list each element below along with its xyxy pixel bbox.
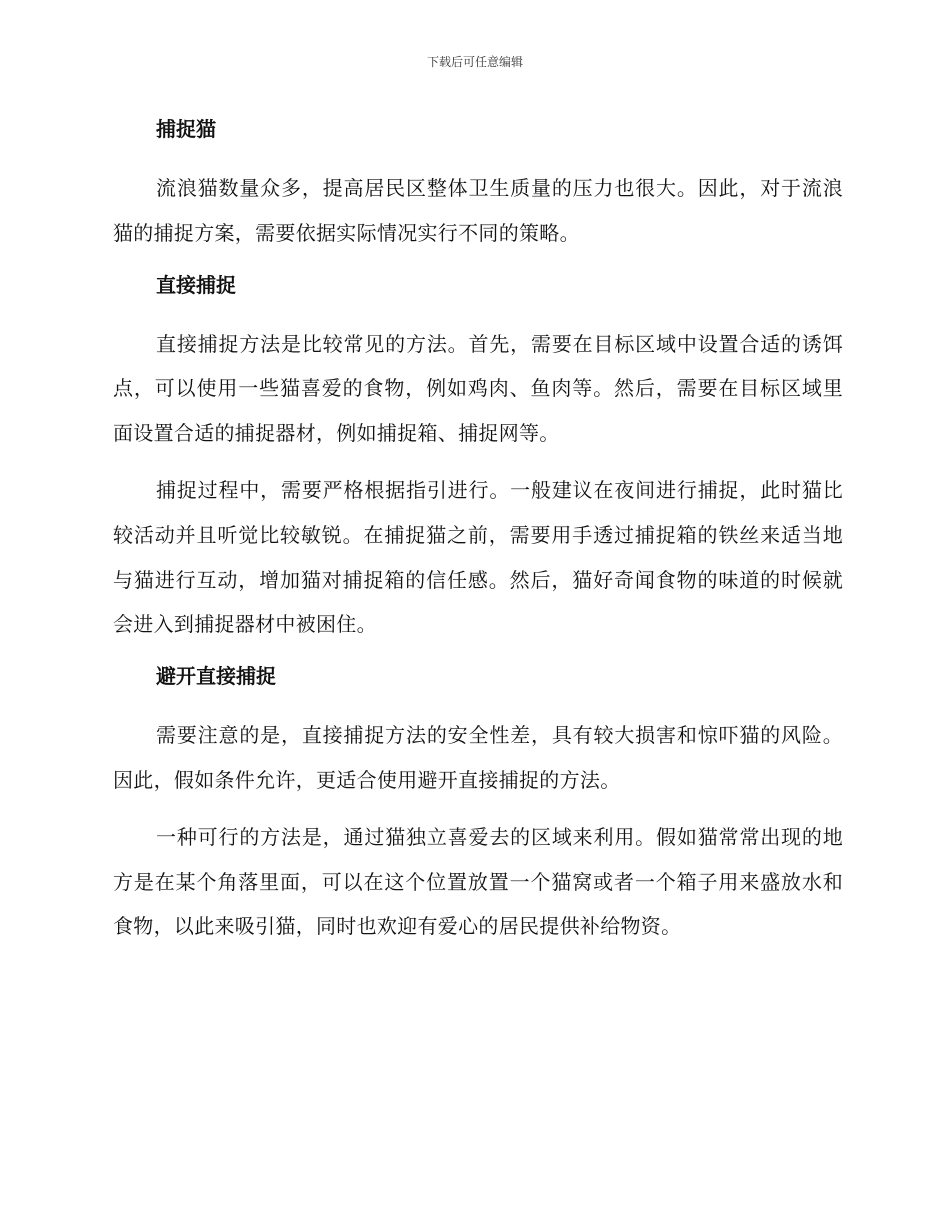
page-header: 下载后可任意编辑 [426, 55, 523, 69]
paragraph-capture-process: 捕捉过程中，需要严格根据指引进行。一般建议在夜间进行捕捉，此时猫比较活动并且听觉比较敏锐。在捕捉猫之前，需要用手透过捕捉箱的铁丝来适当地与猫进行互动，增加猫对捕捉箱的信任感。然后，猫好奇闻食物的味道的时候就会进入到捕捉器材中被困住。 [113, 477, 843, 637]
paragraph-intro: 流浪猫数量众多，提高居民区整体卫生质量的压力也很大。因此，对于流浪猫的捕捉方案，需要依据实际情况实行不同的策略。 [113, 176, 843, 245]
paragraph-safety-note: 需要注意的是，直接捕捉方法的安全性差，具有较大损害和惊吓猫的风险。因此，假如条件允许，更适合使用避开直接捕捉的方法。 [113, 723, 843, 792]
section-heading-capture-cats: 捕捉猫 [156, 117, 216, 141]
section-heading-avoid-direct-capture: 避开直接捕捉 [156, 664, 276, 689]
section-heading-direct-capture: 直接捕捉 [156, 272, 236, 297]
paragraph-alternative-method: 一种可行的方法是，通过猫独立喜爱去的区域来利用。假如猫常常出现的地方是在某个角落里面，可以在这个位置放置一个猫窝或者一个箱子用来盛放水和食物，以此来吸引猫，同时也欢迎有爱心的居民提供补给物资。 [113, 824, 843, 939]
document-body [113, 112, 843, 961]
paragraph-direct-capture-method: 直接捕捉方法是比较常见的方法。首先，需要在目标区域中设置合适的诱饵点，可以使用一些猫喜爱的食物，例如鸡肉、鱼肉等。然后，需要在目标区域里面设置合适的捕捉器材，例如捕捉箱、捕捉网等。 [113, 331, 843, 446]
